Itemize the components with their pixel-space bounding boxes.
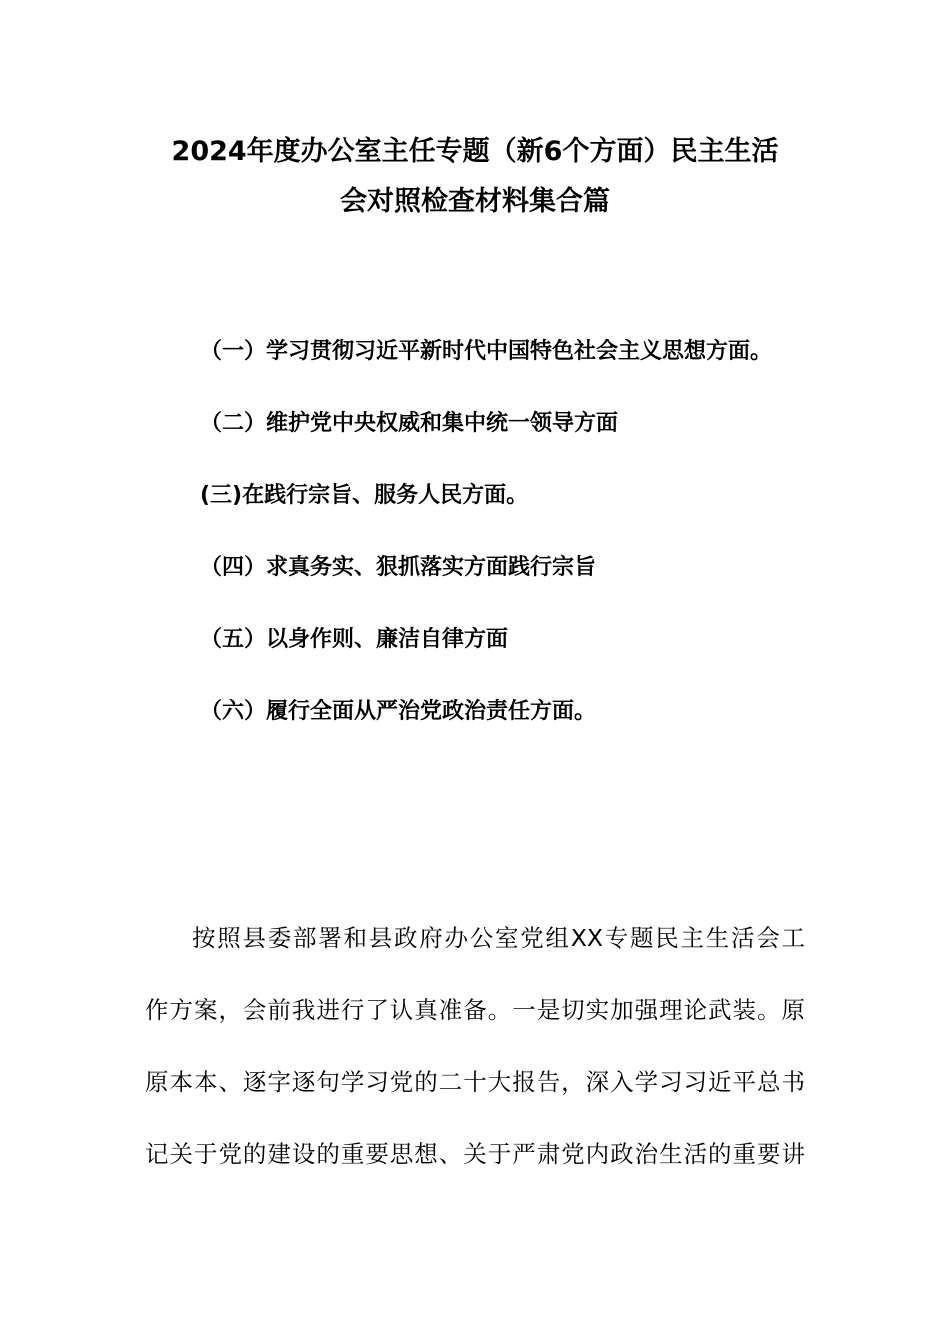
outline-item-6: （六）履行全面从严治党政治责任方面。 (200, 699, 597, 724)
outline-item-5: （五）以身作则、廉洁自律方面 (200, 627, 509, 652)
body-paragraph-line-2: 作方案，会前我进行了认真准备。一是切实加强理论武装。原 (145, 996, 805, 1024)
document-title-line-2: 会对照检查材料集合篇 (340, 186, 610, 217)
body-paragraph-line-4: 记关于党的建设的重要思想、关于严肃党内政治生活的重要讲 (145, 1140, 805, 1168)
outline-item-2: （二）维护党中央权威和集中统一领导方面 (200, 411, 619, 436)
body-paragraph-line-3: 原本本、逐字逐句学习党的二十大报告，深入学习习近平总书 (145, 1068, 805, 1096)
document-title-line-1: 2024年度办公室主任专题（新6个方面）民主生活 (171, 136, 779, 167)
outline-item-3: (三)在践行宗旨、服务人民方面。 (200, 483, 529, 508)
outline-item-4: （四）求真务实、狠抓落实方面践行宗旨 (200, 555, 597, 580)
outline-item-1: （一）学习贯彻习近平新时代中国特色社会主义思想方面。 (200, 339, 773, 364)
body-paragraph-line-1: 按照县委部署和县政府办公室党组XX专题民主生活会工 (192, 924, 805, 952)
